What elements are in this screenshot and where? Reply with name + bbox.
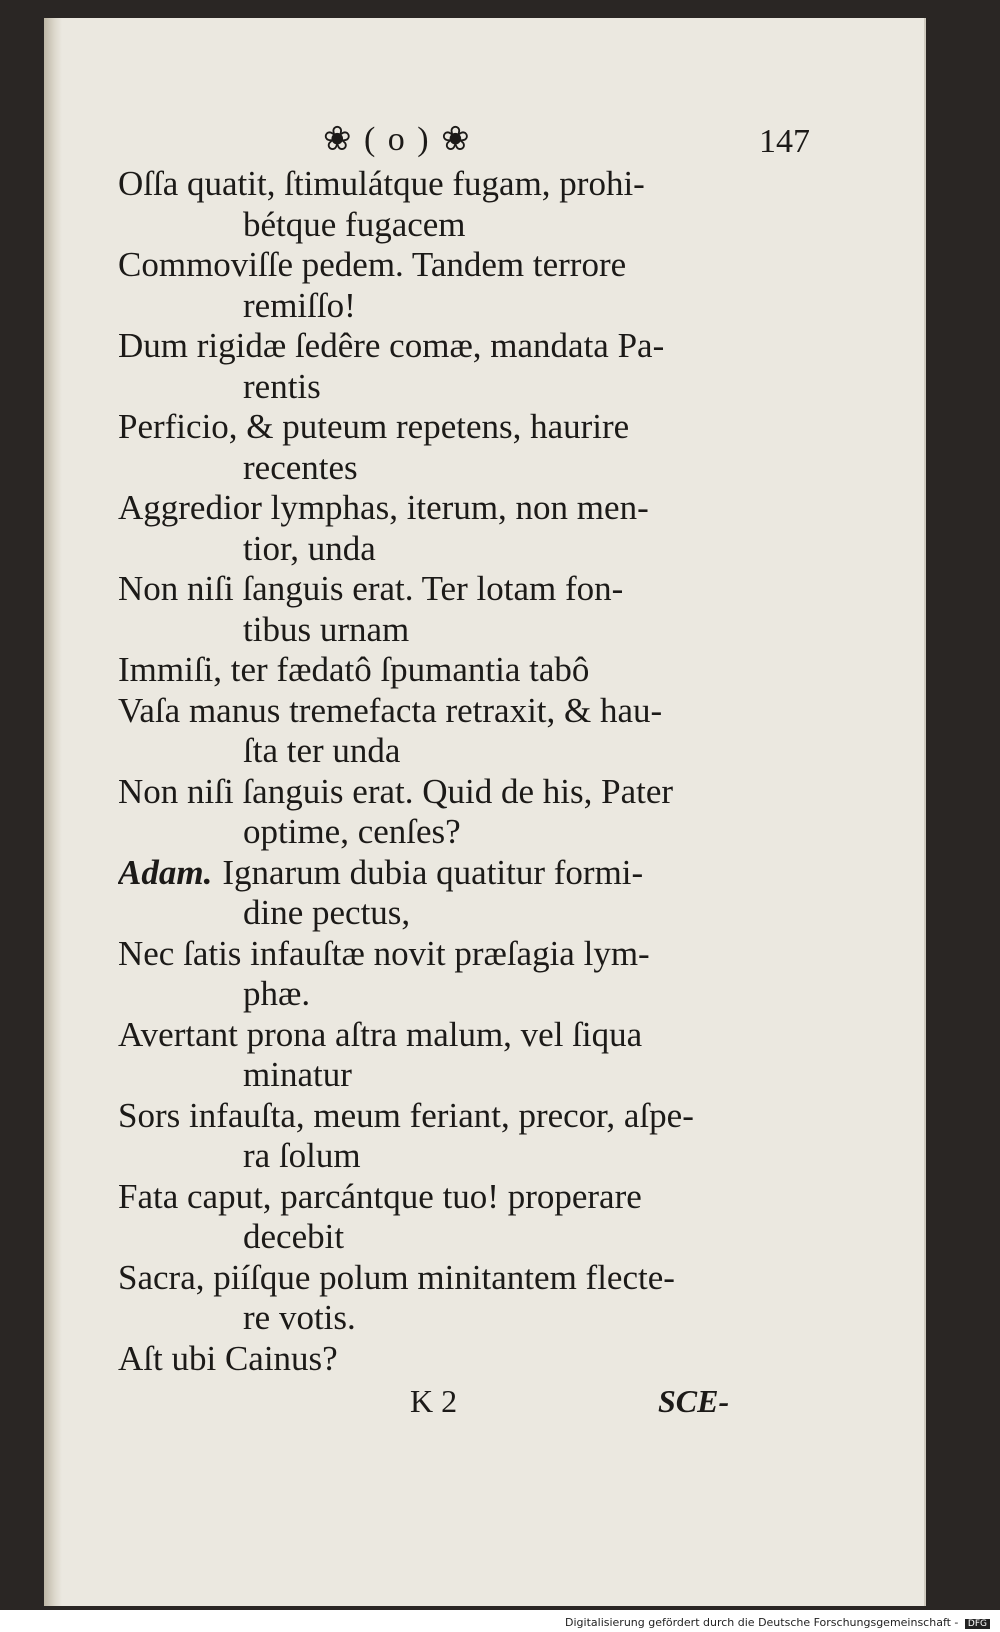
digitization-credit bbox=[565, 1616, 990, 1629]
verse-text: minatur bbox=[243, 1055, 352, 1094]
verse-line bbox=[118, 731, 808, 772]
verse-text: tibus urnam bbox=[243, 609, 410, 649]
verse-text: dine pectus, bbox=[243, 893, 411, 932]
speaker-name: Adam. bbox=[118, 852, 213, 892]
verse-line bbox=[118, 326, 808, 367]
verse-text: Commoviſſe pedem. Tandem terrore bbox=[118, 245, 627, 284]
verse-text: tior, unda bbox=[243, 528, 376, 568]
verse-text: Non niſi ſanguis erat. Ter lotam fon- bbox=[118, 569, 624, 608]
verse-text: Immiſi, ter fædatô ſpumantia tabô bbox=[118, 650, 590, 689]
catchword: SCE- bbox=[658, 1383, 730, 1419]
verse-line bbox=[118, 1177, 808, 1218]
signature-mark: K 2 bbox=[410, 1383, 458, 1419]
page-footer bbox=[118, 1383, 808, 1427]
verse-text: Aggredior lymphas, iterum, non men- bbox=[118, 488, 649, 527]
credit-text: Digitalisierung gefördert durch die Deutsche Forschungsgemeinschaft - bbox=[565, 1616, 959, 1629]
verse-text: re votis. bbox=[243, 1298, 356, 1337]
verse-text: Sors infauſta, meum feriant, precor, aſpe- bbox=[118, 1095, 694, 1135]
verse-line bbox=[118, 1298, 808, 1339]
verse-text: Avertant prona aſtra malum, vel ſiqua bbox=[118, 1014, 643, 1054]
verse-text: bétque fugacem bbox=[243, 204, 466, 244]
verse-text: Perficio, & puteum repetens, haurire bbox=[118, 407, 630, 446]
verse-line bbox=[118, 1136, 808, 1177]
verse-text: Sacra, piíſque polum minitantem flecte- bbox=[118, 1257, 675, 1297]
header-ornament: ❀ ( o ) ❀ bbox=[323, 121, 472, 158]
text-block bbox=[118, 118, 808, 1427]
verse-line bbox=[118, 245, 808, 286]
verse-line bbox=[118, 650, 808, 691]
verse-text: Nec ſatis infauſtæ novit præſagia lym- bbox=[118, 933, 650, 973]
verse-text: Ignarum dubia quatitur formi- bbox=[222, 852, 644, 892]
verse-line bbox=[118, 1217, 808, 1258]
verse-line bbox=[118, 1015, 808, 1056]
verse-line bbox=[118, 974, 808, 1015]
dfg-logo: DFG bbox=[965, 1619, 990, 1629]
verse-lines bbox=[118, 164, 808, 1379]
verse-text: remiſſo! bbox=[243, 285, 356, 325]
verse-text: optime, cenſes? bbox=[243, 812, 461, 851]
verse-line bbox=[118, 1055, 808, 1096]
verse-line bbox=[118, 286, 808, 327]
verse-line bbox=[118, 529, 808, 570]
verse-line bbox=[118, 691, 808, 732]
page-number: 147 bbox=[759, 123, 810, 160]
verse-line bbox=[118, 407, 808, 448]
verse-text: recentes bbox=[243, 447, 358, 487]
verse-text: phæ. bbox=[243, 974, 311, 1013]
verse-line bbox=[118, 488, 808, 529]
verse-line bbox=[118, 610, 808, 651]
running-header bbox=[118, 118, 808, 162]
verse-text: decebit bbox=[243, 1217, 345, 1256]
verse-text: Fata caput, parcántque tuo! properare bbox=[118, 1176, 642, 1216]
verse-text: Vaſa manus tremefacta retraxit, & hau- bbox=[118, 690, 663, 730]
verse-line bbox=[118, 448, 808, 489]
verse-line bbox=[118, 1258, 808, 1299]
verse-line bbox=[118, 164, 808, 205]
verse-line bbox=[118, 205, 808, 246]
verse-line bbox=[118, 1096, 808, 1137]
page-spine-shadow bbox=[44, 18, 62, 1606]
verse-text: Non niſi ſanguis erat. Quid de his, Pater bbox=[118, 771, 674, 811]
verse-line bbox=[118, 853, 808, 894]
verse-line bbox=[118, 893, 808, 934]
verse-text: Aſt ubi Cainus? bbox=[118, 1338, 338, 1378]
verse-text: Dum rigidæ ſedêre comæ, mandata Pa- bbox=[118, 326, 665, 365]
verse-text: ra ſolum bbox=[243, 1136, 361, 1175]
verse-text: rentis bbox=[243, 366, 321, 406]
book-page bbox=[44, 18, 926, 1606]
verse-line bbox=[118, 772, 808, 813]
verse-line bbox=[118, 569, 808, 610]
verse-line bbox=[118, 934, 808, 975]
verse-text: Oſſa quatit, ſtimulátque fugam, prohi- bbox=[118, 164, 645, 203]
verse-line bbox=[118, 1339, 808, 1380]
verse-text: ſta ter unda bbox=[243, 731, 401, 770]
verse-line bbox=[118, 812, 808, 853]
verse-line bbox=[118, 367, 808, 408]
